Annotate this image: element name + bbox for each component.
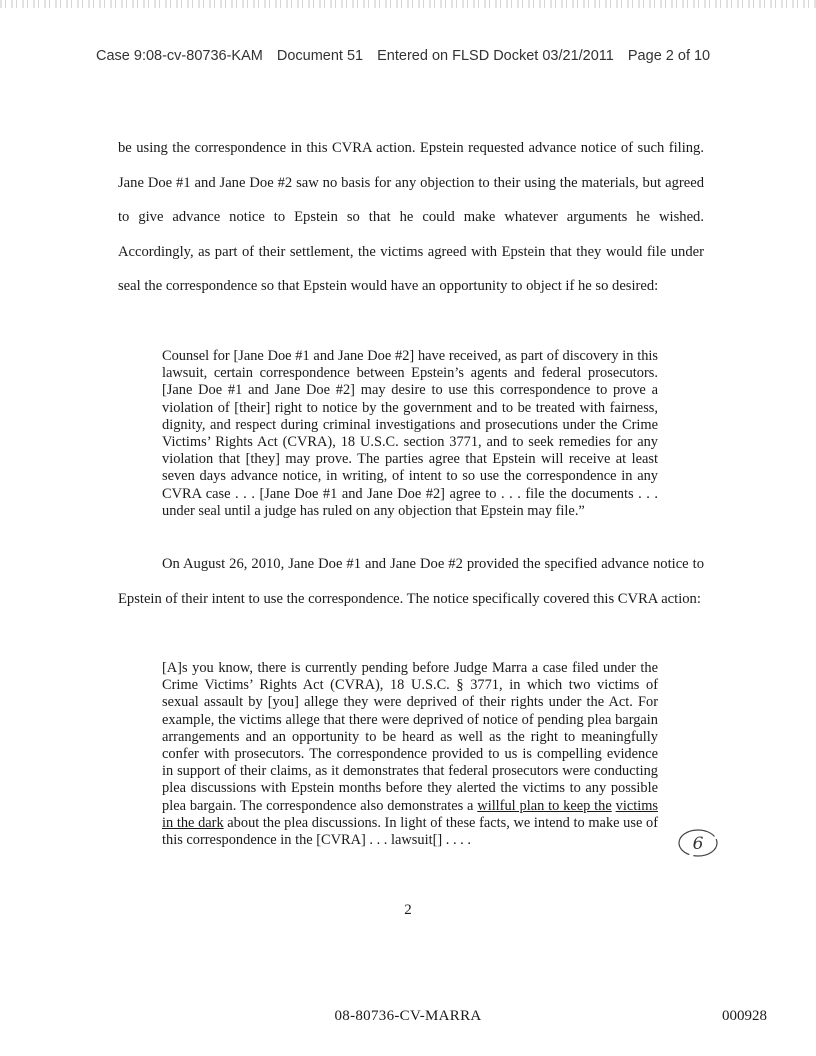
header-case: Case 9:08-cv-80736-KAM xyxy=(96,48,263,64)
header-page: Page 2 of 10 xyxy=(627,48,711,64)
quote2-underlined-start: willful plan to keep the xyxy=(477,797,612,814)
body-paragraph-2: On August 26, 2010, Jane Doe #1 and Jane Doe #2 provided the specified advance notice to Epstein of their intent to use the correspondence. The notice specifically covered this CVRA action: xyxy=(118,556,704,607)
page-number: 2 xyxy=(404,902,412,918)
handwritten-number: 6 xyxy=(692,834,704,854)
quote2-after: about the plea discussions. In light of these facts, we intend to make use of this correspondence in the [CVRA] . . . lawsuit[] . . . . xyxy=(162,814,658,849)
handwritten-circled-number xyxy=(676,826,720,860)
footer-case-number: 08-80736-CV-MARRA xyxy=(334,1008,482,1024)
header-document: Document 51 xyxy=(276,48,364,64)
header-entered: Entered on FLSD Docket 03/21/2011 xyxy=(377,48,614,64)
body-paragraph-1: be using the correspondence in this CVRA action. Epstein requested advance notice of such filing. Jane Doe #1 and Jane Doe #2 saw no basis for any objection to their using the materials, but agreed to give advance notice to Epstein so that he could make whatever arguments he wished. Accordingly, as part of their settlement, the victims agreed with Epstein that they would file under seal the correspondence so that Epstein would have an opportunity to object if he so desired: xyxy=(118,140,704,294)
docket-header xyxy=(96,48,756,64)
scan-artifact-top xyxy=(0,0,816,8)
quote2-before: [A]s you know, there is currently pending before Judge Marra a case filed under the Crime Victims’ Rights Act (CVRA), 18 U.S.C. § 3771, in which two victims of sexual assault by [you] allege they were deprived of their rights under the Act. For example, the victims allege that there were deprived of notice of pending plea bargain arrangements and an opportunity to be heard as well as the right to meaningfully confer with prosecutors. The correspondence provided to us is compelling evidence in support of their claims, as it demonstrates that federal prosecutors were conducting plea discussions with Epstein months before they alerted the victims to any possible plea bargain. The correspondence also demonstrates a xyxy=(162,660,658,814)
block-quote-1: Counsel for [Jane Doe #1 and Jane Doe #2] have received, as part of discovery in this lawsuit, certain correspondence between Epstein’s agents and federal prosecutors. [Jane Doe #1 and Jane Doe #2] may desire to use this correspondence to prove a violation of [their] right to notice by the government and to be treated with fairness, dignity, and respect during criminal investigations and prosecutions under the Crime Victims’ Rights Act (CVRA), 18 U.S.C. section 3771, and to seek remedies for any violation that [they] may prove. The parties agree that Epstein will receive at least seven days advance notice, in writing, of intent to so use the correspondence in any CVRA case . . . [Jane Doe #1 and Jane Doe #2] agree to . . . file the documents . . . under seal until a judge has ruled on any objection that Epstein may file.” xyxy=(162,348,658,519)
footer-bates-number: 000928 xyxy=(722,1008,767,1024)
quote2-struck: victims xyxy=(615,797,658,814)
quote2-underlined-end: in the dark xyxy=(162,814,224,831)
block-quote-2 xyxy=(162,660,658,849)
